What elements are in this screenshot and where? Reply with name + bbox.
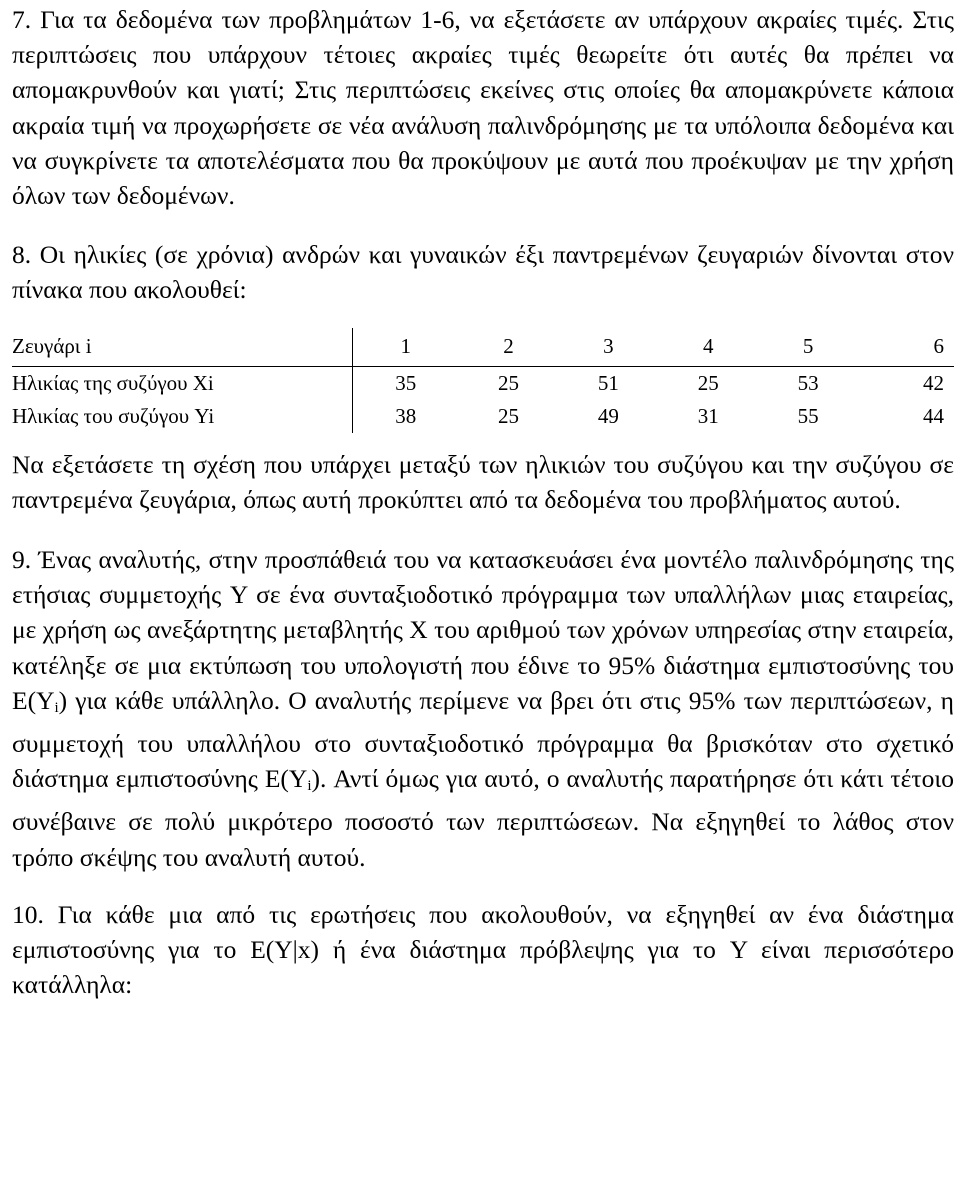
problem-10-paragraph: 10. Για κάθε μια από τις ερωτήσεις που ακολουθούν, να εξηγηθεί αν ένα διάστημα εμπιστοσύνης για το E(Y|x) ή ένα διάστημα πρόβλεψης για το Y είναι περισσότερο κατάλληλα: [12, 899, 954, 1000]
column-header: 4 [658, 328, 758, 367]
table-cell: 25 [498, 370, 520, 395]
row-label: Ηλικίας του συζύγου Yi [12, 400, 352, 433]
column-header: 3 [558, 328, 658, 367]
table-cell: 42 [923, 370, 944, 395]
table-row [12, 400, 954, 433]
problem-8-intro: 8. Οι ηλικίες (σε χρόνια) ανδρών και γυναικών έξι παντρεμένων ζευγαριών δίνονται στον πίνακα που ακολουθεί: [12, 240, 954, 305]
table-cell: 51 [597, 370, 619, 395]
table-cell: 35 [395, 370, 417, 395]
table-row [12, 366, 954, 400]
problem-8-question: Να εξετάσετε τη σχέση που υπάρχει μεταξύ των ηλικιών του συζύγου και την συζύγου σε παντρεμένα ζευγάρια, όπως αυτή προκύπτει από τα δεδομένα του προβλήματος αυτού. [12, 449, 954, 514]
problem-9-text-part-2: ) για κάθε υπάλληλο. Ο αναλυτής περίμενε να βρει ότι στις 95% των περιπτώσεων, η συμμετοχή του υπαλλήλου στο συνταξιοδοτικό πρόγραμμα θα βρισκόταν στο σχετικό διάστημα εμπιστοσύνης E(Y [12, 685, 954, 794]
table-cell: 49 [597, 403, 619, 428]
column-header: 2 [459, 328, 559, 367]
table-cell: 53 [797, 370, 819, 395]
column-header: 1 [352, 328, 458, 367]
table-cell: 38 [395, 403, 417, 428]
table-cell: 25 [697, 370, 719, 395]
subscript-i: i [54, 699, 59, 716]
problem-9-paragraph [12, 542, 954, 875]
table-cell: 31 [697, 403, 719, 428]
problem-9-text-part-3: ). Αντί όμως για αυτό, ο αναλυτής παρατήρησε ότι κάτι τέτοιο συνέβαινε σε πολύ μικρότερο ποσοστό των περιπτώσεων. Να εξηγηθεί το λάθος στον τρόπο σκέψης του αναλυτή αυτού. [12, 764, 954, 872]
table-cell: 25 [498, 403, 520, 428]
column-header: 6 [858, 328, 954, 367]
table-header-row [12, 328, 954, 367]
table-cell: 44 [923, 403, 944, 428]
table-header-label: Ζευγάρι i [12, 328, 352, 367]
column-header: 5 [758, 328, 858, 367]
row-label: Ηλικίας της συζύγου Xi [12, 366, 352, 400]
ages-table [12, 328, 954, 433]
problem-7-paragraph: 7. Για τα δεδομένα των προβλημάτων 1-6, να εξετάσετε αν υπάρχουν ακραίες τιμές. Στις περιπτώσεις που υπάρχουν τέτοιες ακραίες τιμές θεωρείτε ότι αυτές θα πρέπει να απομακρυνθούν και γιατί; Στις περιπτώσεις εκείνες στις οποίες θα απομακρύνετε κάποια ακραία τιμή να προχωρήσετε σε νέα ανάλυση παλινδρόμησης με τα υπόλοιπα δεδομένα και να συγκρίνετε τα αποτελέσματα που θα προκύψουν με αυτά που προέκυψαν με την χρήση όλων των δεδομένων. [12, 5, 954, 211]
subscript-i: i [307, 778, 312, 795]
table-cell: 55 [797, 403, 819, 428]
problem-9-text-part-1: 9. Ένας αναλυτής, στην προσπάθειά του να κατασκευάσει ένα μοντέλο παλινδρόμησης της ετήσιας συμμετοχής Y σε ένα συνταξιοδοτικό πρόγραμμα των υπαλλήλων μιας εταιρείας, με χρήση ως ανεξάρτητης μεταβλητής X του αριθμού των χρόνων υπηρεσίας στην εταιρεία, κατέληξε σε μια εκτύπωση του υπολογιστή που έδινε το 95% διάστημα εμπιστοσύνης του E(Y [12, 545, 954, 715]
